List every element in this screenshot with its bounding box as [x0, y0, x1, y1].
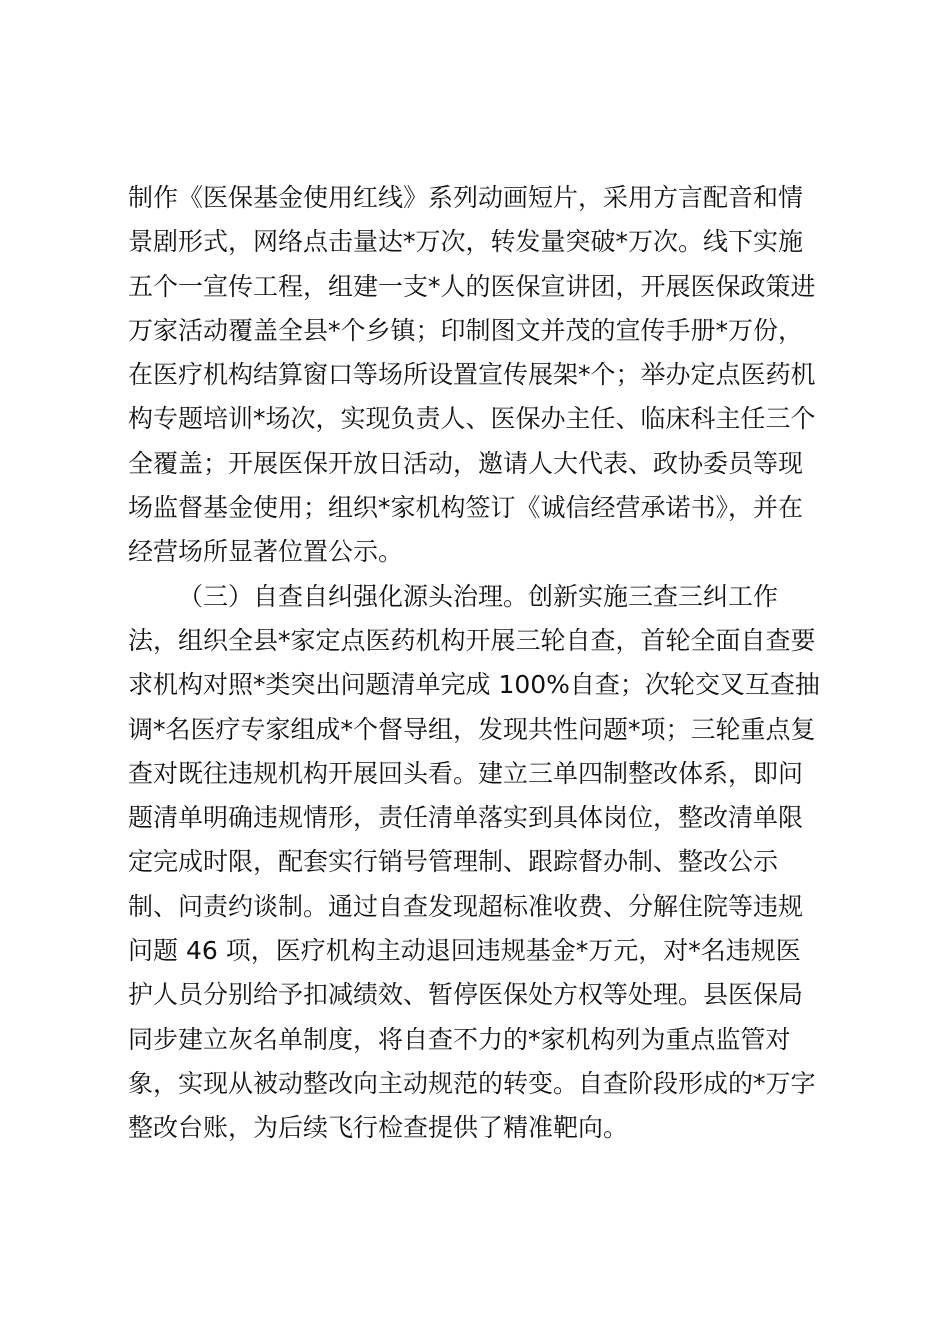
text-line: 场监督基金使用；组织*家机构签订《诚信经营承诺书》，并在 — [128, 493, 804, 523]
text-line: 护人员分别给予扣减绩效、暂停医保处方权等处理。县医保局 — [128, 980, 804, 1010]
text-line: 在医疗机构结算窗口等场所设置宣传展架*个；举办定点医药机 — [128, 360, 816, 390]
text-line: 象，实现从被动整改向主动规范的转变。自查阶段形成的*万字 — [128, 1068, 816, 1098]
text-line: 调*名医疗专家组成*个督导组，发现共性问题*项；三轮重点复 — [128, 714, 816, 744]
text-line: 构专题培训*场次，实现负责人、医保办主任、临床科主任三个 — [128, 404, 816, 434]
text-line: 求机构对照*类突出问题清单完成 100%自查；次轮交叉互查抽 — [128, 670, 820, 700]
text-line: 万家活动覆盖全县*个乡镇；印制图文并茂的宣传手册*万份， — [128, 315, 804, 345]
text-line: 全覆盖；开展医保开放日活动，邀请人大代表、政协委员等现 — [128, 448, 804, 478]
text-line: 同步建立灰名单制度，将自查不力的*家机构列为重点监管对 — [128, 1024, 791, 1054]
text-line: 题清单明确违规情形，责任清单落实到具体岗位，整改清单限 — [128, 803, 804, 833]
section-heading-line: （三）自查自纠强化源头治理。创新实施三查三纠工作 — [178, 581, 779, 611]
text-line: 法，组织全县*家定点医药机构开展三轮自查，首轮全面自查要 — [128, 625, 816, 655]
text-line: 经营场所显著位置公示。 — [128, 537, 404, 567]
text-line: 查对既往违规机构开展回头看。建立三单四制整改体系，即问 — [128, 758, 804, 788]
text-line: 制、问责约谈制。通过自查发现超标准收费、分解住院等违规 — [128, 891, 804, 921]
text-line: 整改台账，为后续飞行检查提供了精准靶向。 — [128, 1113, 629, 1143]
text-line: 问题 46 项，医疗机构主动退回违规基金*万元，对*名违规医 — [128, 936, 801, 966]
body-text — [128, 176, 834, 1151]
text-line: 制作《医保基金使用红线》系列动画短片，采用方言配音和情 — [128, 183, 804, 212]
text-line: 景剧形式，网络点击量达*万次，转发量突破*万次。线下实施 — [128, 227, 804, 257]
text-line: 定完成时限，配套实行销号管理制、跟踪督办制、整改公示 — [128, 847, 779, 877]
text-line: 五个一宣传工程，组建一支*人的医保宣讲团，开展医保政策进 — [128, 271, 816, 301]
